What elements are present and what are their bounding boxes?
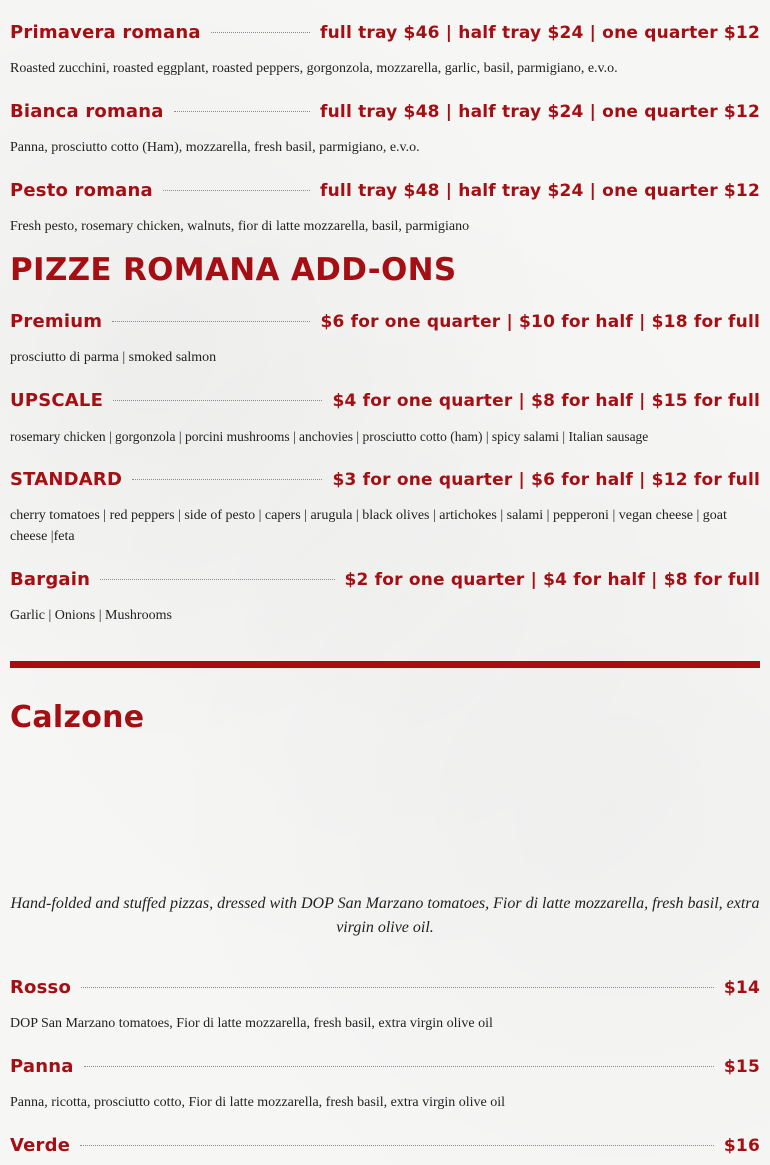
menu-item-description: prosciutto di parma | smoked salmon (10, 350, 217, 365)
menu-item-bianca-romana (10, 101, 760, 158)
dotted-leader (113, 400, 322, 401)
menu-item-description: Panna, ricotta, prosciutto cotto, Fior di latte mozzarella, fresh basil, extra virgin olive oil (10, 1095, 506, 1110)
menu-item-description: rosemary chicken | gorgonzola | porcini mushrooms | anchovies | prosciutto cotto (ham) | spicy salami | Italian sausage (10, 429, 649, 444)
menu-item-header (10, 22, 760, 46)
menu-item-name: Bargain (10, 569, 91, 590)
menu-item-name: Pesto romana (10, 180, 153, 201)
menu-item-header (10, 390, 760, 414)
menu-item-description: DOP San Marzano tomatoes, Fior di latte mozzarella, fresh basil, extra virgin olive oil (10, 1016, 493, 1031)
dotted-leader (81, 987, 714, 988)
dotted-leader (80, 1145, 714, 1146)
menu-item-header (10, 180, 760, 204)
dotted-leader (163, 190, 310, 191)
section-divider (10, 661, 760, 668)
menu-item-header (10, 977, 760, 1001)
menu-item-header (10, 569, 760, 593)
dotted-leader (132, 479, 322, 480)
menu-item-price: full tray $48 | half tray $24 | one quarter $12 (320, 102, 760, 122)
menu-item-price: $15 (723, 1057, 760, 1077)
menu-item-header (10, 1135, 760, 1159)
menu-item-pesto-romana (10, 180, 760, 237)
menu-item-primavera-romana (10, 22, 760, 79)
menu-item-name: Bianca romana (10, 101, 164, 122)
calzone-item-rosso (10, 977, 760, 1034)
menu-item-price: $14 (723, 978, 760, 998)
menu-item-name: Panna (10, 1056, 74, 1077)
menu-item-name: Primavera romana (10, 22, 201, 43)
menu-item-price: $6 for one quarter | $10 for half | $18 for full (320, 312, 760, 332)
section-title-calzone: Calzone (10, 700, 145, 735)
menu-item-description: cherry tomatoes | red peppers | side of pesto | capers | arugula | black olives | artichokes | salami | pepperoni | vegan cheese | goat cheese |feta (10, 508, 727, 544)
menu-item-name: Verde (10, 1135, 71, 1156)
menu-item-price: full tray $46 | half tray $24 | one quarter $12 (320, 23, 760, 43)
menu-item-price: $16 (723, 1136, 760, 1156)
menu-item-name: UPSCALE (10, 390, 104, 411)
menu-item-description: Garlic | Onions | Mushrooms (10, 608, 172, 623)
dotted-leader (211, 32, 310, 33)
menu-item-description: Panna, prosciutto cotto (Ham), mozzarella, fresh basil, parmigiano, e.v.o. (10, 140, 420, 155)
addon-item-standard (10, 469, 760, 547)
section-title-addons: PIZZE ROMANA ADD-ONS (10, 252, 457, 288)
addon-item-bargain (10, 569, 760, 626)
dotted-leader (112, 321, 310, 322)
menu-item-description: Fresh pesto, rosemary chicken, walnuts, fior di latte mozzarella, basil, parmigiano (10, 219, 470, 234)
dotted-leader (100, 579, 334, 580)
menu-item-name: Rosso (10, 977, 72, 998)
calzone-item-verde (10, 1135, 760, 1159)
dotted-leader (84, 1066, 714, 1067)
addon-item-upscale (10, 390, 760, 447)
calzone-item-panna (10, 1056, 760, 1113)
menu-item-price: full tray $48 | half tray $24 | one quarter $12 (320, 181, 760, 201)
menu-item-header (10, 311, 760, 335)
menu-item-price: $2 for one quarter | $4 for half | $8 for full (344, 570, 760, 590)
menu-item-header (10, 469, 760, 493)
menu-item-price: $3 for one quarter | $6 for half | $12 for full (332, 470, 760, 490)
menu-item-name: Premium (10, 311, 103, 332)
menu-item-price: $4 for one quarter | $8 for half | $15 for full (332, 391, 760, 411)
addon-item-premium (10, 311, 760, 368)
menu-item-description: Roasted zucchini, roasted eggplant, roasted peppers, gorgonzola, mozzarella, garlic, basil, parmigiano, e.v.o. (10, 61, 618, 76)
calzone-intro: Hand-folded and stuffed pizzas, dressed with DOP San Marzano tomatoes, Fior di latte mozzarella, fresh basil, extra virgin olive oil. (10, 895, 760, 936)
menu-item-header (10, 101, 760, 125)
dotted-leader (174, 111, 310, 112)
menu-item-name: STANDARD (10, 469, 123, 490)
menu-item-header (10, 1056, 760, 1080)
